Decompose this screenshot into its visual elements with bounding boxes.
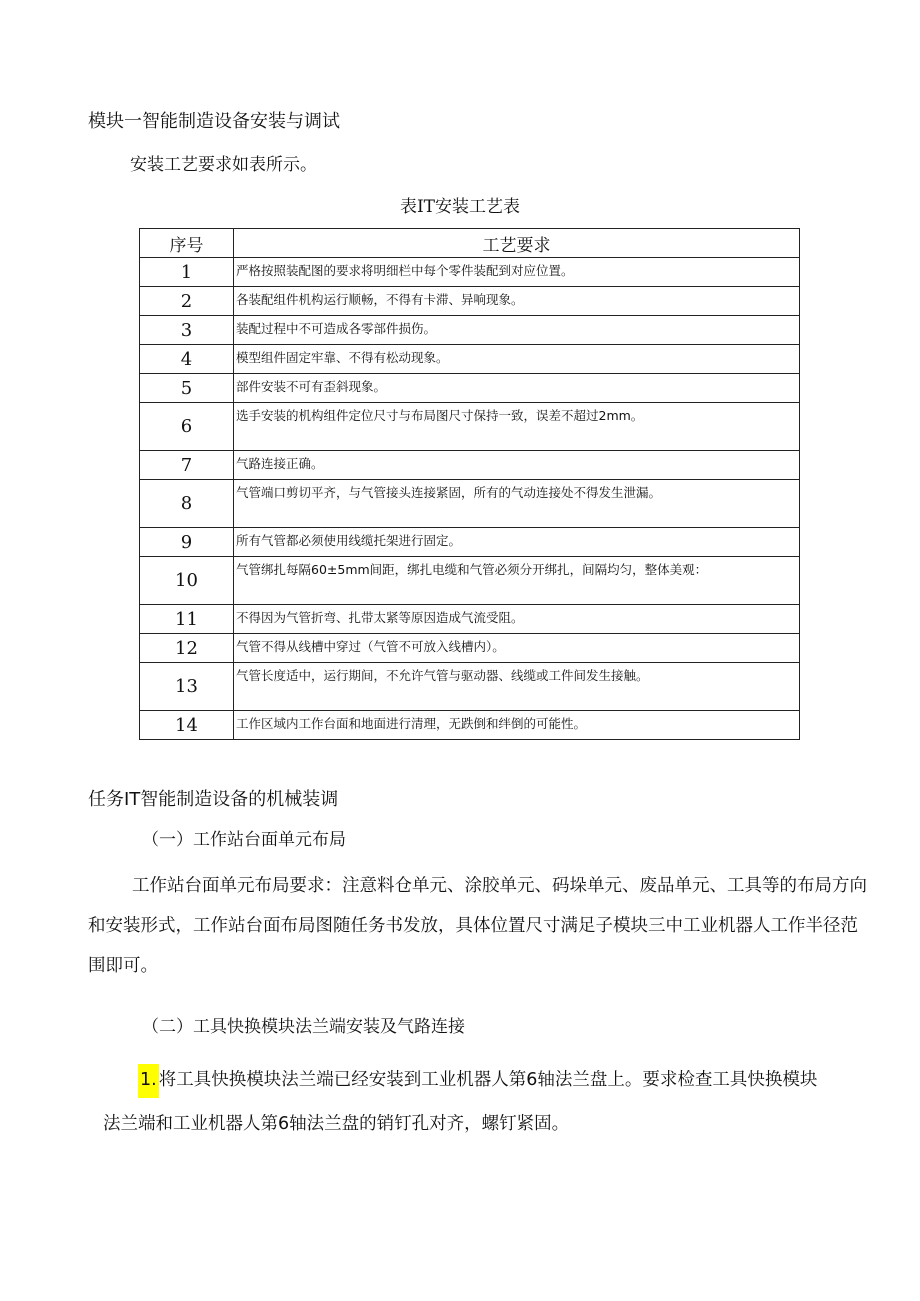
header-number: 序号 <box>140 229 234 258</box>
table-row <box>140 403 800 451</box>
row-requirement: 各装配组件机构运行顺畅，不得有卡滞、异响现象。 <box>234 287 800 316</box>
header-requirement: 工艺要求 <box>234 229 800 258</box>
row-requirement: 气路连接正确。 <box>234 451 800 480</box>
table-row <box>140 605 800 634</box>
step1-line1 <box>138 1066 817 1091</box>
row-number: 6 <box>140 403 234 451</box>
row-requirement: 工作区域内工作台面和地面进行清理，无跌倒和绊倒的可能性。 <box>234 711 800 740</box>
row-number: 11 <box>140 605 234 634</box>
table-row <box>140 345 800 374</box>
task-title: 任务IT智能制造设备的机械装调 <box>88 789 339 810</box>
row-requirement: 所有气管都必须使用线缆托架进行固定。 <box>234 528 800 557</box>
process-requirements-table <box>139 228 800 740</box>
intro-text: 安装工艺要求如表所示。 <box>130 155 317 175</box>
row-number: 7 <box>140 451 234 480</box>
row-requirement: 模型组件固定牢靠、不得有松动现象。 <box>234 345 800 374</box>
row-requirement: 气管长度适中，运行期间，不允许气管与驱动器、线缆或工件间发生接触。 <box>234 663 800 711</box>
row-requirement: 装配过程中不可造成各零部件损伤。 <box>234 316 800 345</box>
row-number: 3 <box>140 316 234 345</box>
row-number: 14 <box>140 711 234 740</box>
row-number: 10 <box>140 557 234 605</box>
row-requirement: 部件安装不可有歪斜现象。 <box>234 374 800 403</box>
row-number: 9 <box>140 528 234 557</box>
table-row <box>140 374 800 403</box>
table-header-row <box>140 229 800 258</box>
step1-text: 将工具快换模块法兰端已经安装到工业机器人第6轴法兰盘上。要求检查工具快换模块 <box>158 1070 818 1090</box>
row-requirement: 严格按照装配图的要求将明细栏中每个零件装配到对应位置。 <box>234 258 800 287</box>
row-number: 13 <box>140 663 234 711</box>
table-row <box>140 258 800 287</box>
table-row <box>140 316 800 345</box>
step1-line2: 法兰端和工业机器人第6轴法兰盘的销钉孔对齐，螺钉紧固。 <box>103 1114 570 1134</box>
row-requirement: 不得因为气管折弯、扎带太紧等原因造成气流受阻。 <box>234 605 800 634</box>
row-number: 12 <box>140 634 234 663</box>
row-requirement: 选手安装的机构组件定位尺寸与布局图尺寸保持一致，误差不超过2mm。 <box>234 403 800 451</box>
row-requirement: 气管不得从线槽中穿过（气管不可放入线槽内）。 <box>234 634 800 663</box>
table-row <box>140 451 800 480</box>
row-number: 8 <box>140 480 234 528</box>
section1-body: 工作站台面单元布局要求：注意料仓单元、涂胶单元、码垛单元、废品单元、工具等的布局方向和安装形式，工作站台面布局图随任务书发放，具体位置尺寸满足子模块三中工业机器人工作半径范围即可。 <box>88 876 867 976</box>
table-row <box>140 557 800 605</box>
row-number: 2 <box>140 287 234 316</box>
table-row <box>140 634 800 663</box>
row-number: 5 <box>140 374 234 403</box>
row-number: 1 <box>140 258 234 287</box>
row-number: 4 <box>140 345 234 374</box>
row-requirement: 气管端口剪切平齐，与气管接头连接紧固，所有的气动连接处不得发生泄漏。 <box>234 480 800 528</box>
step1-number-highlight: 1. <box>138 1064 159 1098</box>
table-row <box>140 528 800 557</box>
table-caption: 表IT安装工艺表 <box>399 197 521 217</box>
table-row <box>140 711 800 740</box>
row-requirement: 气管绑扎每隔60±5mm间距，绑扎电缆和气管必须分开绑扎，间隔均匀，整体美观： <box>234 557 800 605</box>
table-row <box>140 287 800 316</box>
table-row <box>140 480 800 528</box>
section2-title: （二）工具快换模块法兰端安装及气路连接 <box>142 1017 465 1037</box>
table-row <box>140 663 800 711</box>
module-title: 模块一智能制造设备安装与调试 <box>88 111 340 132</box>
section1-title: （一）工作站台面单元布局 <box>142 830 346 850</box>
